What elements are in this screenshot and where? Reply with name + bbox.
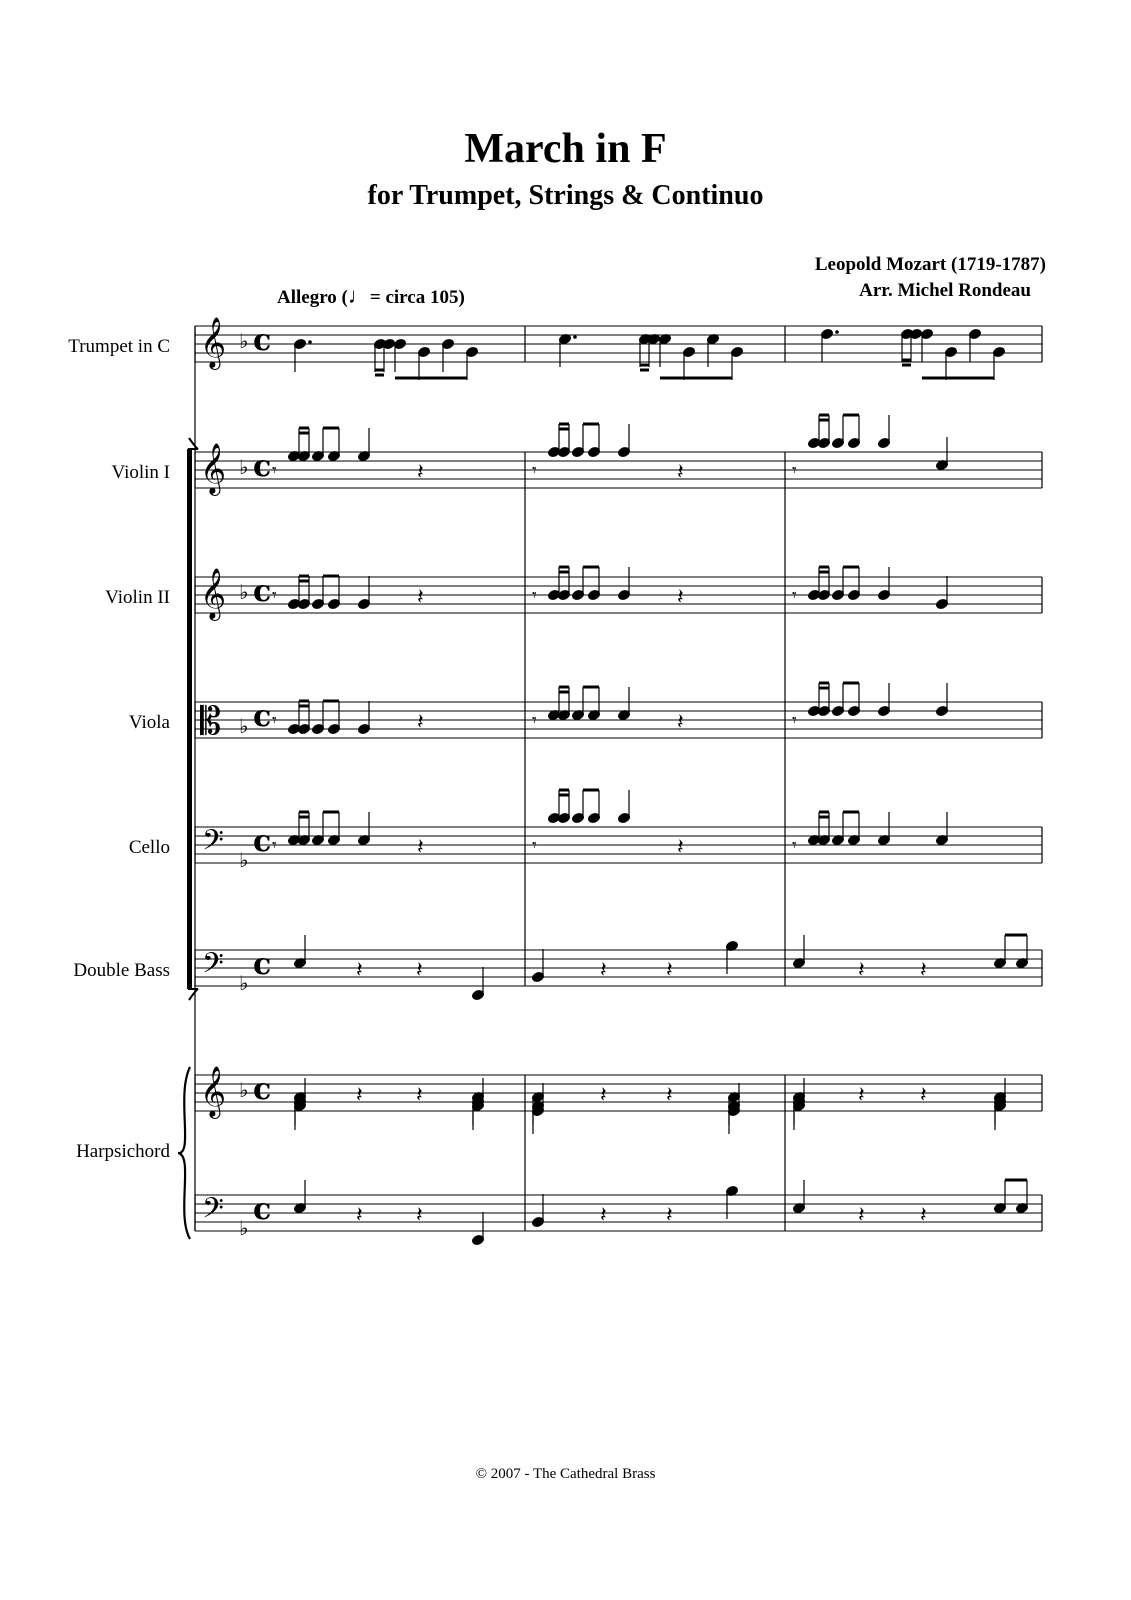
label-trumpet: Trumpet in C [68,336,170,357]
common-time-icon: c [253,824,272,859]
sixteenth-note [847,683,860,717]
quarter-rest-icon: 𝄽 [677,710,684,735]
quarter-rest-icon: 𝄽 [356,1083,363,1108]
eighth-note [909,328,922,362]
quarter-note [725,1185,738,1219]
quarter-rest-icon: 𝄽 [356,958,363,983]
common-time-icon: c [253,1072,272,1107]
quarter-note [935,576,948,610]
dot [573,335,577,339]
sixteenth-note [587,567,600,601]
quarter-note-icon: ♩ [347,283,370,308]
label-harpsichord: Harpsichord [76,1141,170,1162]
quarter-note [617,567,630,601]
treble-clef-icon: 𝄞 [200,568,227,619]
dot [835,330,839,334]
sixteenth-note [847,567,860,601]
eighth-note [1015,1180,1028,1214]
copyright-notice: © 2007 - The Cathedral Brass [475,1466,656,1482]
label-violin-1: Violin I [111,462,170,483]
eighth-note [993,1180,1006,1214]
eighth-note [417,346,430,380]
eighth-rest-icon: 𝄾 [272,835,277,856]
staff [195,699,1042,743]
sixteenth-note [847,812,860,846]
quarter-note [471,967,484,1001]
staff [195,1192,1042,1240]
eighth-note [393,338,406,372]
quarter-rest-icon: 𝄽 [416,1203,423,1228]
flat-icon: ♭ [239,971,249,995]
flat-icon: ♭ [239,1078,249,1102]
eighth-rest-icon: 𝄾 [532,710,537,731]
quarter-note [877,415,890,449]
quarter-note [877,683,890,717]
quarter-note [935,683,948,717]
keyboard-brace [178,1067,190,1239]
sixteenth-note [311,812,324,846]
label-double-bass: Double Bass [73,960,170,981]
eighth-rest-icon: 𝄾 [532,585,537,606]
common-time-icon: c [253,449,272,484]
sixteenth-note [587,424,600,458]
eighth-rest-icon: 𝄾 [532,460,537,481]
sixteenth-note [587,687,600,721]
eighth-rest-icon: 𝄾 [272,710,277,731]
score-subtitle: for Trumpet, Strings & Continuo [367,180,764,211]
flat-icon: ♭ [239,329,249,353]
score-title: March in F [464,126,667,172]
tempo-value: = circa 105) [369,287,465,308]
quarter-rest-icon: 𝄽 [858,1203,865,1228]
quarter-rest-icon: 𝄽 [417,585,424,610]
eighth-note [968,328,981,362]
quarter-note [357,812,370,846]
eighth-note [682,346,695,380]
quarter-note [877,567,890,601]
eighth-note [992,346,1005,380]
flat-icon: ♭ [239,580,249,604]
quarter-note [293,1180,306,1214]
eighth-note [441,338,454,372]
staff [195,1066,1042,1119]
flat-icon: ♭ [239,1216,249,1240]
sixteenth-note [571,687,584,721]
quarter-note [531,949,544,983]
eighth-rest-icon: 𝄾 [272,585,277,606]
common-time-icon: c [253,323,272,358]
quarter-rest-icon: 𝄽 [417,460,424,485]
sixteenth-note [571,424,584,458]
eighth-rest-icon: 𝄾 [792,460,797,481]
eighth-note [944,346,957,380]
eighth-rest-icon: 𝄾 [532,835,537,856]
arranger-credit: Arr. Michel Rondeau [859,280,1031,301]
sixteenth-note [327,428,340,462]
quarter-rest-icon: 𝄽 [600,1083,607,1108]
sixteenth-note [587,790,600,824]
quarter-rest-icon: 𝄽 [416,1083,423,1108]
sixteenth-note [831,812,844,846]
sixteenth-note [831,567,844,601]
sixteenth-note [311,428,324,462]
quarter-note [531,1194,544,1228]
bass-clef-icon: 𝄢 [202,947,224,987]
sixteenth-note [311,701,324,735]
bass-clef-icon: 𝄢 [202,1192,224,1232]
dot [308,340,312,344]
treble-clef-icon: 𝄞 [200,443,227,494]
sixteenth-note [571,790,584,824]
staff [195,317,1042,370]
eighth-rest-icon: 𝄾 [272,460,277,481]
sixteenth-note [571,567,584,601]
sixteenth-note [831,415,844,449]
quarter-rest-icon: 𝄽 [920,1203,927,1228]
eighth-rest-icon: 𝄾 [792,710,797,731]
quarter-note [792,1180,805,1214]
staff [195,824,1042,872]
eighth-note [465,346,478,380]
label-cello: Cello [128,837,170,858]
sixteenth-note [327,576,340,610]
quarter-rest-icon: 𝄽 [858,1083,865,1108]
staff [195,443,1042,496]
quarter-rest-icon: 𝄽 [677,835,684,860]
eighth-rest-icon: 𝄾 [792,585,797,606]
quarter-rest-icon: 𝄽 [600,958,607,983]
flat-icon: ♭ [239,848,249,872]
flat-icon: ♭ [239,714,249,738]
quarter-rest-icon: 𝄽 [858,958,865,983]
treble-clef-icon: 𝄞 [200,317,227,368]
eighth-rest-icon: 𝄾 [792,835,797,856]
label-violin-2: Violin II [105,587,170,608]
sixteenth-note [311,576,324,610]
common-time-icon: c [253,574,272,609]
dotted-half-note [820,328,833,362]
quarter-note [471,1212,484,1246]
quarter-rest-icon: 𝄽 [416,958,423,983]
eighth-note [993,935,1006,969]
eighth-note [920,328,933,362]
bass-clef-icon: 𝄢 [202,824,224,864]
quarter-note [792,935,805,969]
common-time-icon: c [253,1192,272,1227]
sixteenth-note [847,415,860,449]
label-viola: Viola [128,712,170,733]
string-bracket [187,449,192,989]
quarter-note [357,428,370,462]
quarter-rest-icon: 𝄽 [920,1083,927,1108]
quarter-rest-icon: 𝄽 [600,1203,607,1228]
quarter-note [617,790,630,824]
dotted-half-note [293,338,306,372]
eighth-note [382,338,395,372]
sixteenth-note [327,701,340,735]
treble-clef-icon: 𝄞 [200,1066,227,1117]
quarter-rest-icon: 𝄽 [417,835,424,860]
alto-clef-icon: 𝄡 [200,699,222,743]
quarter-rest-icon: 𝄽 [920,958,927,983]
quarter-rest-icon: 𝄽 [677,585,684,610]
quarter-rest-icon: 𝄽 [417,710,424,735]
eighth-note [730,346,743,380]
quarter-note [293,935,306,969]
common-time-icon: c [253,947,272,982]
quarter-note [877,812,890,846]
quarter-rest-icon: 𝄽 [666,1083,673,1108]
quarter-rest-icon: 𝄽 [356,1203,363,1228]
quarter-note [617,687,630,721]
flat-icon: ♭ [239,455,249,479]
quarter-note [935,437,948,471]
sixteenth-note [327,812,340,846]
quarter-rest-icon: 𝄽 [666,1203,673,1228]
quarter-rest-icon: 𝄽 [677,460,684,485]
quarter-note [617,424,630,458]
sixteenth-note [831,683,844,717]
quarter-note [935,812,948,846]
tempo-text: Allegro ( [277,287,348,308]
quarter-note [357,576,370,610]
quarter-note [725,940,738,974]
quarter-note [357,701,370,735]
staff [195,947,1042,995]
common-time-icon: c [253,699,272,734]
quarter-rest-icon: 𝄽 [666,958,673,983]
eighth-note [1015,935,1028,969]
composer-credit: Leopold Mozart (1719-1787) [814,254,1046,275]
